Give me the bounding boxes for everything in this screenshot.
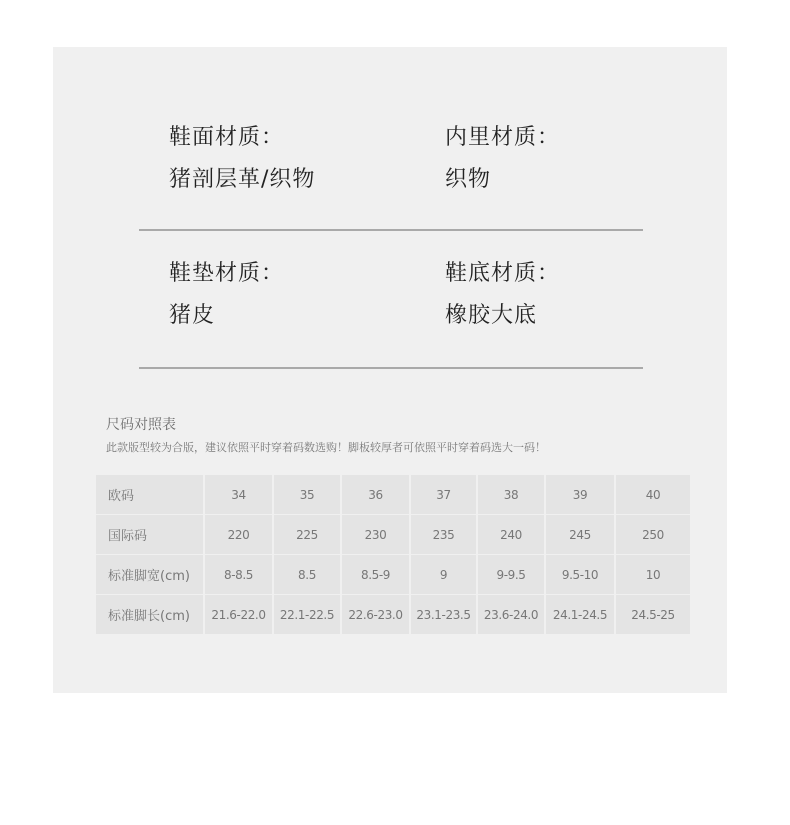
table-row-foot-length — [96, 595, 690, 635]
materials-row-2 — [169, 260, 589, 340]
row-header: 欧码 — [96, 475, 204, 515]
divider-2 — [139, 367, 643, 369]
insole-material-value: 猪皮 — [169, 303, 216, 328]
table-cell: 24.1-24.5 — [545, 595, 615, 635]
table-cell: 36 — [341, 475, 410, 515]
table-cell: 9 — [410, 555, 477, 595]
table-cell: 23.1-23.5 — [410, 595, 477, 635]
table-cell: 23.6-24.0 — [477, 595, 545, 635]
table-cell: 250 — [615, 515, 690, 555]
table-cell: 225 — [273, 515, 341, 555]
table-cell: 10 — [615, 555, 690, 595]
table-cell: 240 — [477, 515, 545, 555]
table-row-foot-width — [96, 555, 690, 595]
table-cell: 37 — [410, 475, 477, 515]
size-chart-table — [96, 475, 690, 635]
insole-material-label: 鞋垫材质： — [169, 261, 285, 286]
upper-material-label: 鞋面材质： — [169, 125, 285, 150]
table-cell: 34 — [204, 475, 273, 515]
table-cell: 230 — [341, 515, 410, 555]
materials-row-1 — [169, 124, 589, 204]
sole-material-value: 橡胶大底 — [445, 303, 538, 328]
table-row-intl-size — [96, 515, 690, 555]
table-cell: 9.5-10 — [545, 555, 615, 595]
table-cell: 220 — [204, 515, 273, 555]
table-row-eu-size — [96, 475, 690, 515]
sole-material-label: 鞋底材质： — [445, 261, 561, 286]
table-cell: 24.5-25 — [615, 595, 690, 635]
table-cell: 8.5-9 — [341, 555, 410, 595]
lining-material-value: 织物 — [445, 167, 492, 192]
size-chart-title: 尺码对照表 — [106, 417, 176, 433]
table-cell: 39 — [545, 475, 615, 515]
table-cell: 38 — [477, 475, 545, 515]
table-cell: 35 — [273, 475, 341, 515]
table-cell: 40 — [615, 475, 690, 515]
table-cell: 245 — [545, 515, 615, 555]
lining-material-label: 内里材质： — [445, 125, 561, 150]
divider-1 — [139, 229, 643, 231]
size-chart-note: 此款版型较为合版，建议依照平时穿着码数选购！脚板较厚者可依照平时穿着码选大一码！ — [106, 441, 546, 454]
table-cell: 8.5 — [273, 555, 341, 595]
table-cell: 22.6-23.0 — [341, 595, 410, 635]
table-cell: 235 — [410, 515, 477, 555]
row-header: 标准脚宽(cm) — [96, 555, 204, 595]
table-cell: 22.1-22.5 — [273, 595, 341, 635]
row-header: 标准脚长(cm) — [96, 595, 204, 635]
row-header: 国际码 — [96, 515, 204, 555]
table-cell: 21.6-22.0 — [204, 595, 273, 635]
table-cell: 8-8.5 — [204, 555, 273, 595]
upper-material-value: 猪剖层革/织物 — [169, 167, 316, 192]
table-cell: 9-9.5 — [477, 555, 545, 595]
